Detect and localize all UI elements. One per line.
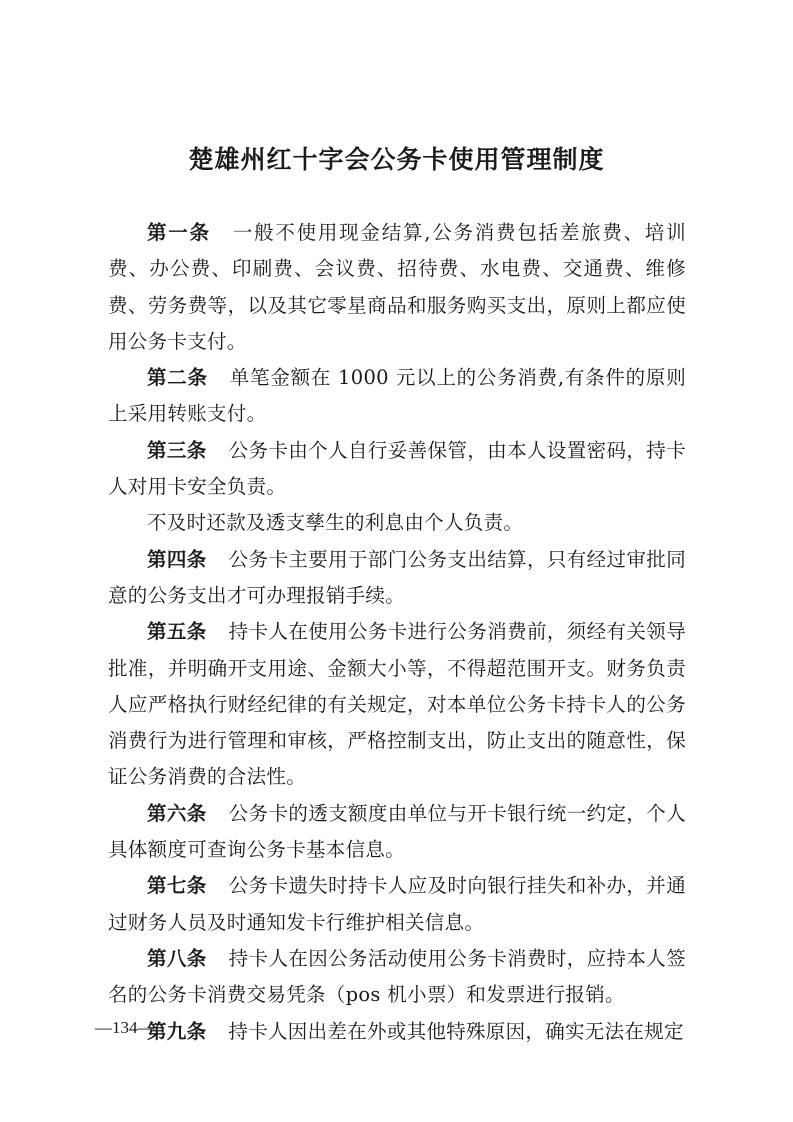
article-paragraph: [108, 360, 686, 433]
article-text: 公务卡由个人自行妥善保管，由本人设置密码，持卡人对用卡安全负责。: [108, 438, 686, 499]
document-title: 楚雄州红十字会公务卡使用管理制度: [188, 145, 605, 174]
article-label: 第五条: [147, 620, 207, 644]
plain-paragraph: [108, 505, 686, 541]
article-text: 单笔金额在 1000 元以上的公务消费,有条件的原则上采用转账支付。: [108, 366, 686, 426]
article-label: 第一条: [147, 221, 211, 244]
article-label: 第八条: [147, 946, 207, 970]
article-label: 第二条: [147, 366, 208, 390]
article-paragraph: [108, 215, 686, 360]
article-paragraph: [108, 1014, 686, 1050]
document-body: [108, 215, 686, 1050]
article-text: 公务卡遗失时持卡人应及时向银行挂失和补办，并通过财务人员及时通知发卡行维护相关信息。: [108, 874, 686, 934]
article-label: 第三条: [147, 438, 207, 462]
article-paragraph: [108, 614, 686, 795]
article-text: 持卡人在使用公务卡进行公务消费前，须经有关领导批准，并明确开支用途、金额大小等，不得超范围开支。财务负责人应严格执行财经纪律的有关规定，对本单位公务卡持卡人的公务消费行为进行管理和审核，严格控制支出，防止支出的随意性，保证公务消费的合法性。: [108, 620, 686, 789]
article-paragraph: [108, 542, 686, 615]
article-label: 第九条: [147, 1019, 207, 1043]
article-label: 第四条: [147, 547, 207, 571]
article-paragraph: [108, 941, 686, 1014]
article-paragraph: [108, 796, 686, 869]
article-text: 持卡人因出差在外或其他特殊原因，确实无法在规定: [228, 1019, 684, 1043]
article-paragraph: [108, 868, 686, 941]
article-label: 第七条: [147, 874, 207, 898]
page-number: —134—: [95, 1018, 155, 1037]
article-text: 公务卡主要用于部门公务支出结算，只有经过审批同意的公务支出才可办理报销手续。: [108, 547, 686, 607]
article-label: 第六条: [147, 801, 207, 825]
article-paragraph: [108, 433, 686, 506]
article-text: 一般不使用现金结算,公务消费包括差旅费、培训费、办公费、印刷费、会议费、招待费、水电费、交通费、维修费、劳务费等，以及其它零星商品和服务购买支出，原则上都应使用公务卡支付。: [108, 221, 686, 353]
article-text: 持卡人在因公务活动使用公务卡消费时，应持本人签名的公务卡消费交易凭条（pos 机小票）和发票进行报销。: [108, 946, 686, 1007]
paragraph-text: 不及时还款及透支孳生的利息由个人负责。: [147, 511, 524, 535]
article-text: 公务卡的透支额度由单位与开卡银行统一约定，个人具体额度可查询公务卡基本信息。: [108, 801, 686, 862]
